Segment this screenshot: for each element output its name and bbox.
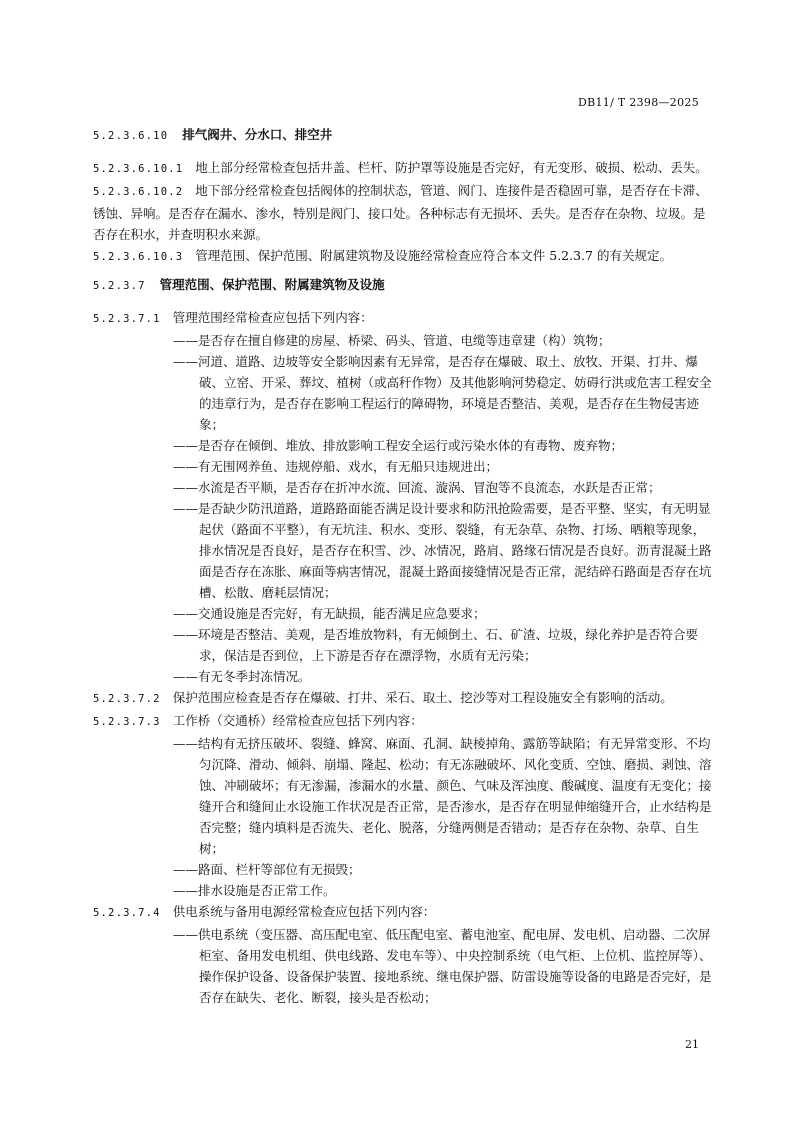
list-item: ——有无冬季封冻情况。 xyxy=(173,669,311,684)
clause xyxy=(93,687,715,710)
clause-text: 地下部分经常检查包括阀体的控制状态，管道、阀门、连接件是否稳固可靠，是否存在卡滞、锈蚀、异响。是否存在漏水、渗水，特别是阀门、接口处。各种标志有无损坏、丢失。是否存在杂物、垃圾。是否存在积水，并查明积水来源。 xyxy=(93,183,708,242)
list-item: ——有无围网养鱼、违规停船、戏水，有无船只违规进出； xyxy=(173,459,499,474)
clause-number: 5.2.3.6.10.1 xyxy=(93,163,184,175)
list-item: ——交通设施是否完好，有无缺损，能否满足应急要求； xyxy=(173,606,486,621)
clause xyxy=(93,245,715,268)
list-item: ——排水设施是否正常工作。 xyxy=(173,883,336,898)
section-title: 排气阀井、分水口、排空井 xyxy=(182,127,333,142)
clause-text: 管理范围、保护范围、附属建筑物及设施经常检查应符合本文件 5.2.3.7 的有关规定。 xyxy=(195,248,672,263)
clause xyxy=(93,901,715,924)
list-item: ——是否缺少防汛道路，道路路面能否满足设计要求和防汛抢险需要，是否平整、坚实，有无明显起伏（路面不平整），有无坑洼、积水、变形、裂缝，有无杂草、杂物、打场、晒粮等现象，排水情况是否良好，是否存在积雪、沙、冰情况，路肩、路缘石情况是否良好。沥青混凝土路面是否存在冻胀、麻面等病害情况，混凝土路面接缝情况是否正常，泥结碎石路面是否存在坑槽、松散、磨耗层情况； xyxy=(173,501,712,600)
clause-text: 保护范围应检查是否存在爆破、打井、采石、取土、挖沙等对工程设施安全有影响的活动。 xyxy=(172,690,673,705)
clause-number: 5.2.3.6.10.3 xyxy=(93,251,184,263)
section-heading xyxy=(93,274,715,297)
clause-text: 地上部分经常检查包括井盖、栏杆、防护罩等设施是否完好，有无变形、破损、松动、丢失。 xyxy=(195,160,708,175)
document-code: DB11/ T 2398—2025 xyxy=(577,96,699,109)
clause xyxy=(93,710,715,733)
list-item: ——是否存在擅自修建的房屋、桥梁、码头、管道、电缆等违章建（构）筑物； xyxy=(173,333,611,348)
list-item: ——河道、道路、边坡等安全影响因素有无异常，是否存在爆破、取土、放牧、开渠、打井、爆破、立窑、开采、葬坟、植树（或高秆作物）及其他影响河势稳定、妨碍行洪或危害工程安全的违章行为，是否存在影响工程运行的障碍物，环境是否整洁、美观，是否存在生物侵害迹象； xyxy=(173,354,712,432)
clause xyxy=(93,180,715,245)
list-item: ——是否存在倾倒、堆放、排放影响工程安全运行或污染水体的有毒物、废弃物； xyxy=(173,438,624,453)
list-item: ——供电系统（变压器、高压配电室、低压配电室、蓄电池室、配电屏、发电机、启动器、二次屏柜室、备用发电机组、供电线路、发电车等）、中央控制系统（电气柜、上位机、监控屏等）、操作保护设备、设备保护装置、接地系统、继电保护器、防雷设施等设备的电路是否完好，是否存在缺失、老化、断裂，接头是否松动； xyxy=(173,927,712,1005)
list-item: ——水流是否平顺，是否存在折冲水流、回流、漩涡、冒泡等不良流态，水跃是否正常； xyxy=(173,480,661,495)
document-body xyxy=(93,124,715,1008)
section-title: 管理范围、保护范围、附属建筑物及设施 xyxy=(159,277,385,292)
section-heading xyxy=(93,124,715,147)
list-item: ——环境是否整洁、美观，是否堆放物料，有无倾倒土、石、矿渣、垃圾，绿化养护是否符合要求，保洁是否到位，上下游是否存在漂浮物，水质有无污染； xyxy=(173,627,699,663)
clause-text: 管理范围经常检查应包括下列内容： xyxy=(172,310,373,325)
list-item: ——路面、栏杆等部位有无损毁； xyxy=(173,862,361,877)
clause-number: 5.2.3.6.10.2 xyxy=(93,186,184,198)
clause-text: 供电系统与备用电源经常检查应包括下列内容： xyxy=(172,904,436,919)
list-item: ——结构有无挤压破坏、裂缝、蜂窝、麻面、孔洞、缺棱掉角、露筋等缺陷；有无异常变形、不均匀沉降、滑动、倾斜、崩塌、隆起、松动；有无冻融破坏、风化变质、空蚀、磨损、剥蚀、溶蚀、冲刷破坏；有无渗漏，渗漏水的水量、颜色、气味及浑浊度、酸碱度、温度有无变化；接缝开合和缝间止水设施工作状况是否正常，是否渗水，是否存在明显伸缩缝开合，止水结构是否完整；缝内填料是否流失、老化、脱落，分缝两侧是否错动；是否存在杂物、杂草、自生树； xyxy=(173,736,712,856)
clause xyxy=(93,307,715,330)
clause-number: 5.2.3.7.1 xyxy=(93,313,161,325)
clause-text: 工作桥（交通桥）经常检查应包括下列内容： xyxy=(172,713,423,728)
clause-number: 5.2.3.7.3 xyxy=(93,716,161,728)
clause-number: 5.2.3.7.4 xyxy=(93,907,161,919)
section-number: 5.2.3.6.10 xyxy=(93,130,169,142)
page-number: 21 xyxy=(685,1038,699,1051)
section-number: 5.2.3.7 xyxy=(93,280,146,292)
clause xyxy=(93,157,715,180)
clause-number: 5.2.3.7.2 xyxy=(93,693,161,705)
